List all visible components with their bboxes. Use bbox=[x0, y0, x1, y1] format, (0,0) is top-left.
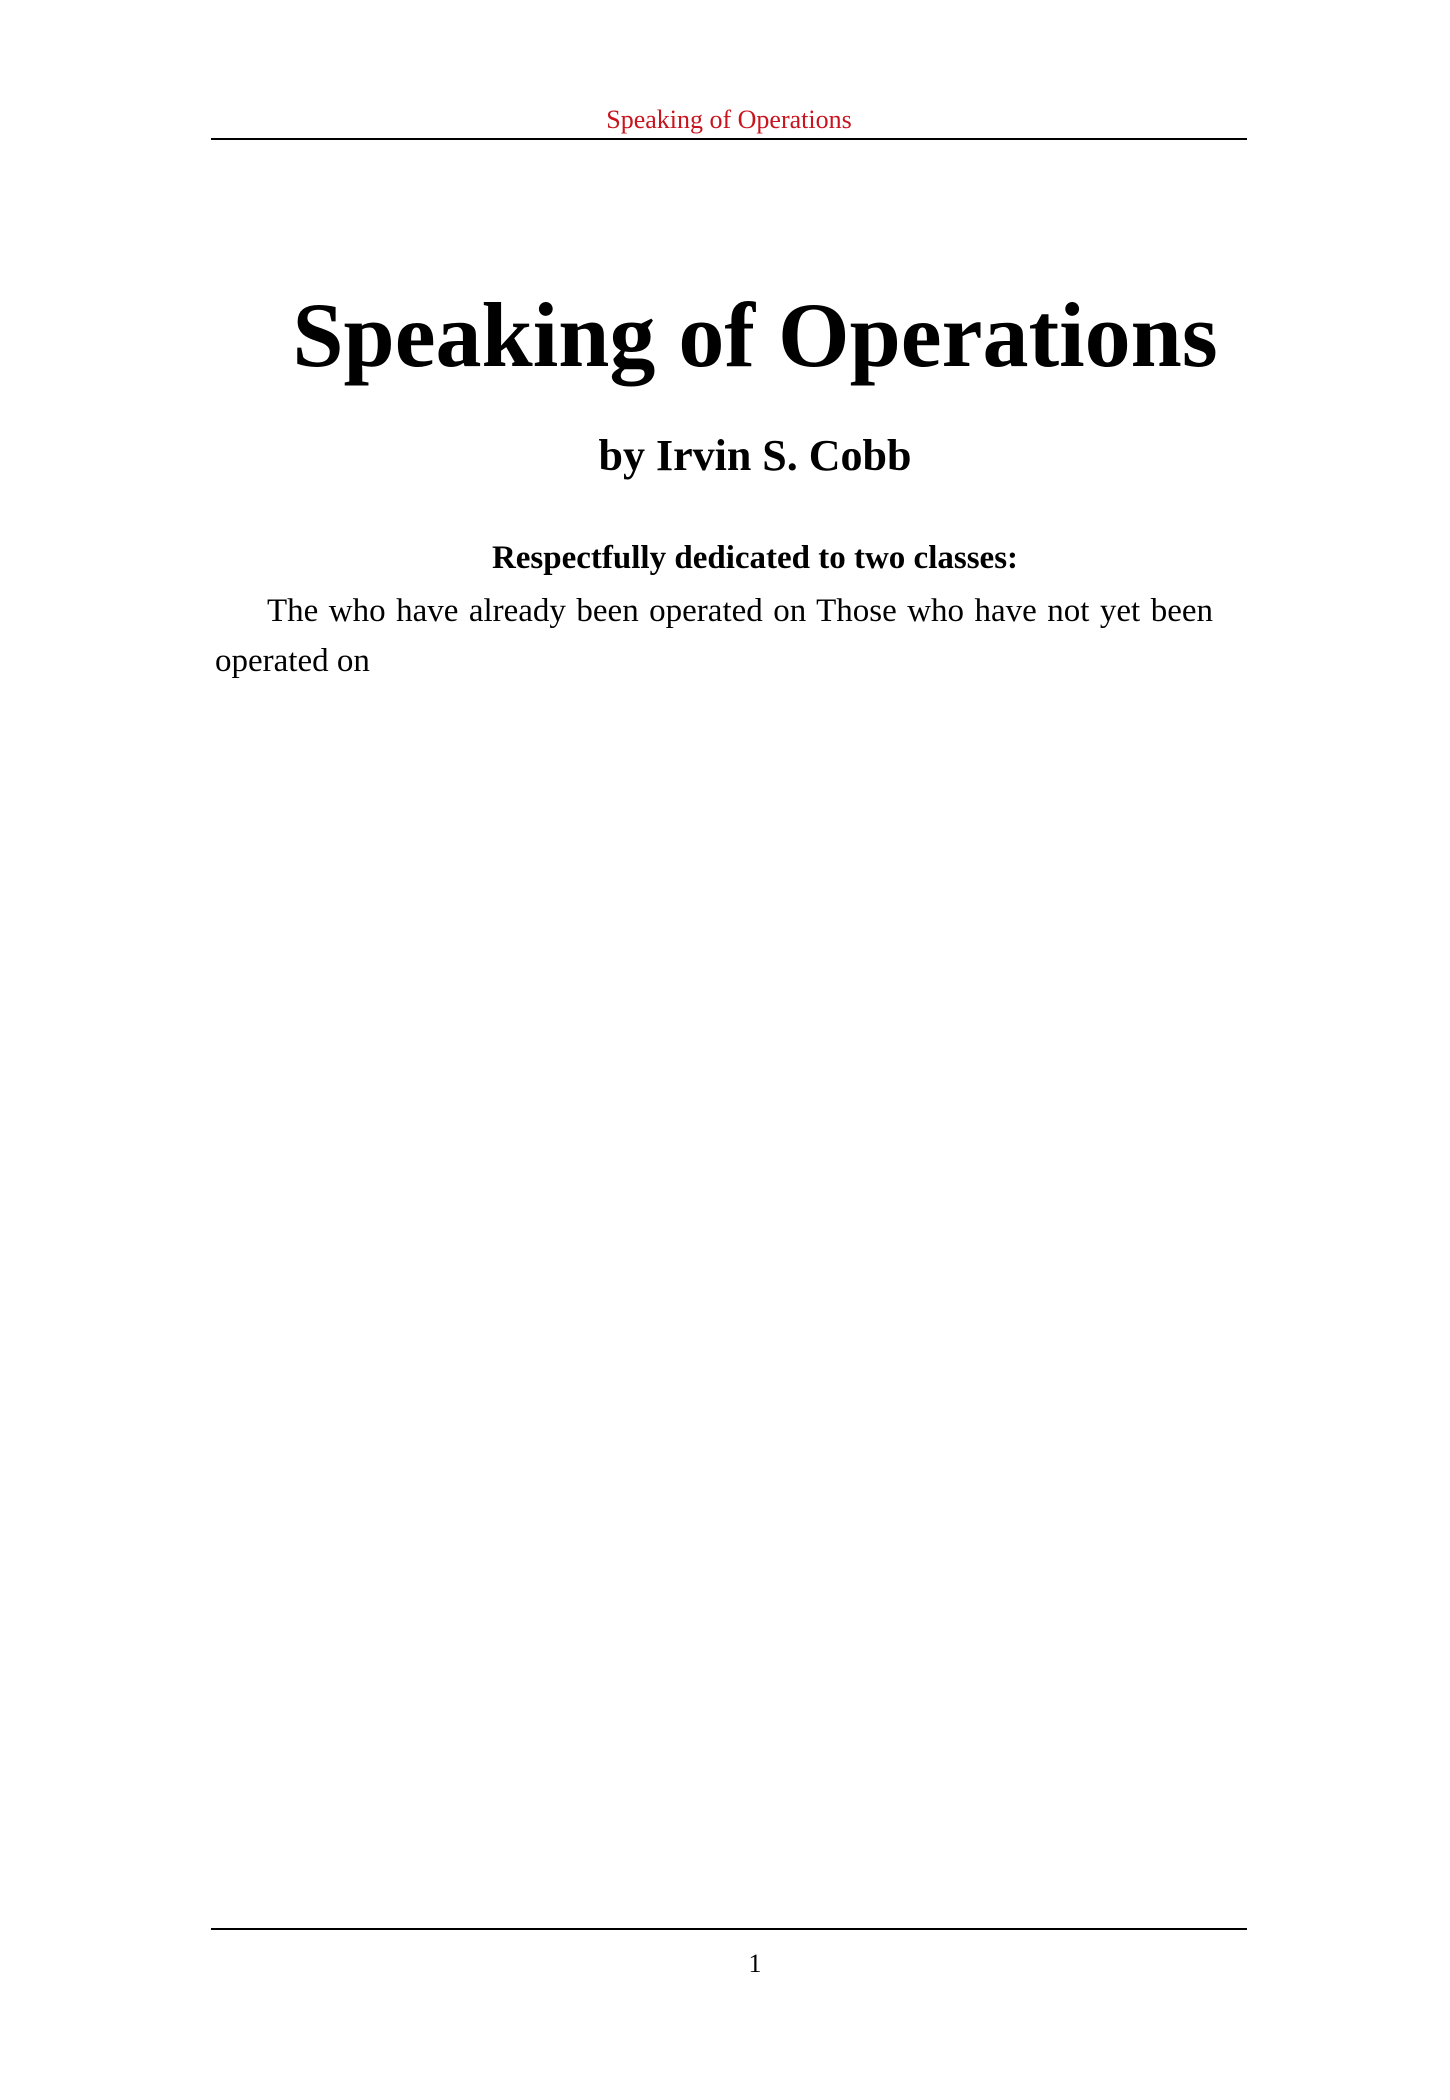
dedication-heading: Respectfully dedicated to two classes: bbox=[491, 540, 1019, 576]
dedication-paragraph: The who have already been operated on Those who have not yet been operated on bbox=[215, 593, 1213, 679]
book-title: Speaking of Operations bbox=[292, 284, 1218, 386]
footer-divider bbox=[211, 1928, 1247, 1930]
page-number: 1 bbox=[748, 1949, 762, 1978]
header-divider bbox=[211, 138, 1247, 140]
running-header: Speaking of Operations bbox=[606, 105, 852, 134]
author-byline: by Irvin S. Cobb bbox=[598, 431, 912, 480]
